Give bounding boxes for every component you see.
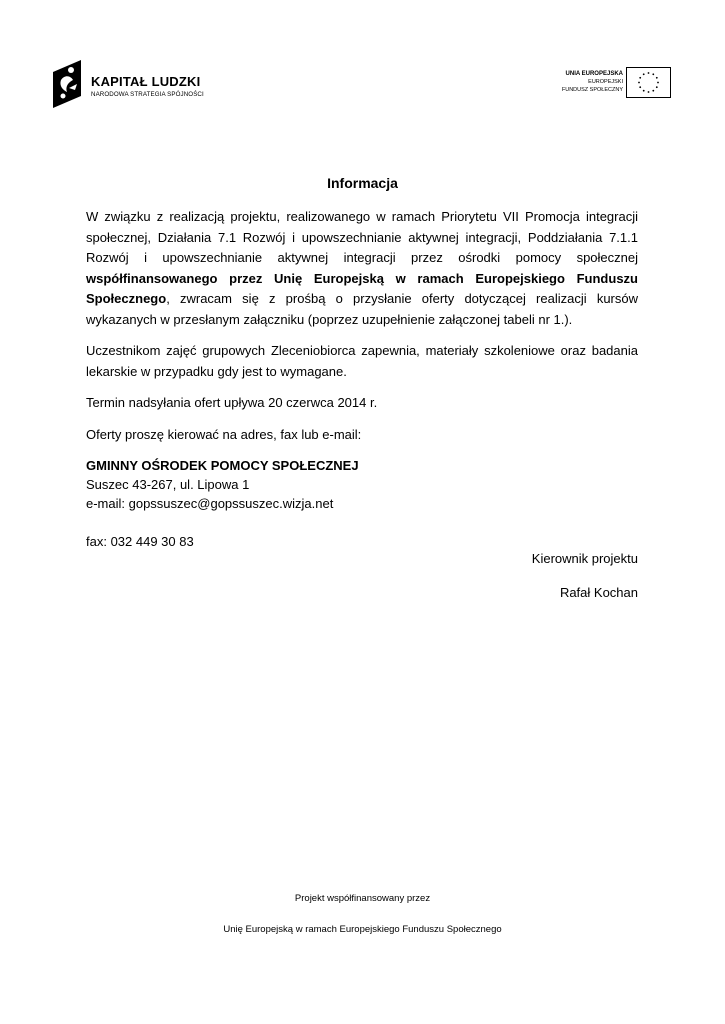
org-email: e-mail: gopssuszec@gopssuszec.wizja.net xyxy=(86,496,334,511)
paragraph-contact-intro: Oferty proszę kierować na adres, fax lub e-mail: xyxy=(86,426,362,442)
paragraph-deadline: Termin nadsyłania ofert upływa 20 czerwca 2014 r. xyxy=(86,395,378,410)
footer-line-1: Projekt współfinansowany przez xyxy=(294,893,431,904)
kl-title: KAPITAŁ LUDZKI xyxy=(91,74,201,89)
document-body xyxy=(86,207,638,551)
signature-name: Rafał Kochan xyxy=(559,585,638,600)
kapital-ludzki-emblem-icon xyxy=(49,60,85,108)
signature-role: Kierownik projektu xyxy=(531,551,638,566)
kl-subtitle: NARODOWA STRATEGIA SPÓJNOŚCI xyxy=(91,91,204,98)
address-block xyxy=(86,456,638,551)
paragraph-intro-part2: , zwracam się z prośbą o przysłanie oferty dotyczącej realizacji kursów wykazanych w przesłanym załączniku (poprzez uzupełnienie załączonej tabeli nr 1.). xyxy=(86,291,638,327)
paragraph-intro-part1: W związku z realizacją projektu, realizowanego w ramach Priorytetu VII Promocja integracji społecznej, Działania 7.1 Rozwój i upowszechnianie aktywnej integracji, Poddziałania 7.1.1 Rozwój i upowszechnianie aktywnej integracji przez ośrodki pomocy społecznej xyxy=(86,209,638,265)
paragraph-participants: Uczestnikom zajęć grupowych Zleceniobiorca zapewnia, materiały szkoleniowe oraz badania lekarskie w przypadku gdy jest to wymagane. xyxy=(86,343,638,379)
paragraph-intro xyxy=(86,207,638,330)
org-address: Suszec 43-267, ul. Lipowa 1 xyxy=(86,477,250,492)
paragraph-intro-bold: współfinansowanego przez Unię Europejską w ramach Europejskiego Funduszu Społecznego xyxy=(86,270,638,306)
eu-line-1: UNIA EUROPEJSKA xyxy=(565,71,623,77)
eu-line-3: FUNDUSZ SPOŁECZNY xyxy=(561,87,623,93)
eu-text-block xyxy=(562,70,623,94)
footer-line-2: Unię Europejską w ramach Europejskiego Funduszu Społecznego xyxy=(223,924,502,935)
kapital-ludzki-logo xyxy=(49,60,219,108)
eu-logo xyxy=(555,67,671,98)
document-title: Informacja xyxy=(327,175,398,191)
eu-line-2: EUROPEJSKI xyxy=(588,79,623,85)
org-fax: fax: 032 449 30 83 xyxy=(86,534,194,549)
org-name: GMINNY OŚRODEK POMOCY SPOŁECZNEJ xyxy=(86,458,359,473)
eu-flag-icon xyxy=(626,67,671,98)
